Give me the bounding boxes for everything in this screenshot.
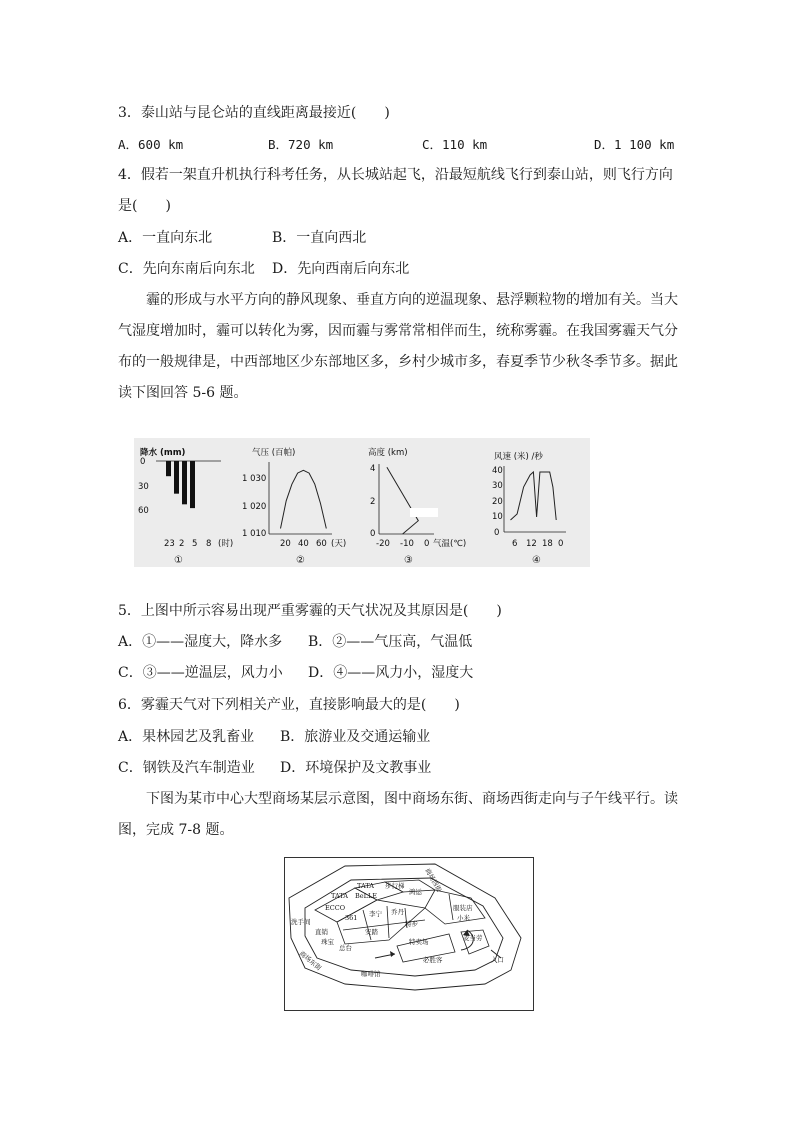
label-cafe: 咖啡馆 [361, 970, 381, 978]
passage-line: 气湿度增加时，霾可以转化为雾，因而霾与雾常常相伴而生，统称雾霾。在我国雾霾天气分 [118, 323, 678, 339]
chart3-series-line [387, 467, 418, 534]
weather-charts-figure [134, 438, 590, 567]
chart2-xtick: 20 [280, 539, 291, 549]
label-mcdonalds: 麦当劳 [463, 934, 483, 942]
label-pizza-hut: 必胜客 [423, 956, 443, 964]
q6-stem: 6．雾霾天气对下列相关产业，直接影响最大的是( ) [118, 697, 460, 713]
q3-option-d: D．1 100 km [594, 137, 675, 152]
q3-stem: 3．泰山站与昆仑站的直线距离最接近( ) [118, 105, 390, 121]
chart1-xtick: 5 [192, 539, 198, 549]
chart3-ytick: 0 [370, 529, 376, 539]
chart2-ylabel: 气压 (百帕) [252, 448, 296, 458]
chart1-xtick: 23 [164, 539, 175, 549]
shop-divider [387, 906, 389, 938]
q5-option-d: D．④——风力小，湿度大 [308, 665, 474, 681]
precipitation-bar [182, 461, 187, 504]
q4-option-b: B．一直向西北 [272, 230, 367, 246]
label-belle: BeLLE [355, 892, 378, 900]
chart1-ytick: 0 [140, 457, 146, 467]
q6-option-d: D．环境保护及文教事业 [280, 760, 432, 776]
label-east-street: 商场东街 [297, 949, 323, 973]
chart3-ylabel: 高度 (km) [368, 448, 408, 458]
chart3-xunit: 气温(℃) [433, 539, 467, 549]
chart1-xtick: 2 [179, 539, 185, 549]
label-anta: 安踏 [365, 928, 378, 936]
passage-line: 布的一般规律是，中西部地区少东部地区多，乡村少城市多，春夏季节少秋冬季节多。据此 [118, 354, 678, 370]
chart-wind-speed [492, 451, 566, 566]
chart3-ytick: 4 [370, 464, 376, 474]
q5-option-c: C．③——逆温层，风力小 [118, 665, 283, 681]
mall-floor-map [284, 857, 534, 1011]
chart1-ytick: 30 [138, 482, 149, 492]
passage-line: 霾的形成与水平方向的静风现象、垂直方向的逆温现象、悬浮颗粒物的增加有关。当大 [146, 292, 678, 308]
chart3-ytick: 2 [370, 497, 376, 507]
chart4-xtick: 12 [526, 539, 537, 549]
weather-charts-svg [134, 438, 590, 567]
label-front-desk: 总台 [339, 944, 352, 952]
chart4-series-line [511, 472, 557, 520]
label-tata: TATA [357, 882, 374, 890]
q3-option-a: A．600 km [118, 137, 184, 152]
q4-option-d: D．先向西南后向东北 [272, 261, 410, 277]
chart2-series-line [281, 470, 327, 528]
passage-line: 读下图回答 5-6 题。 [118, 385, 248, 401]
chart1-caption: ① [174, 555, 183, 566]
precipitation-bar [174, 461, 179, 494]
q6-option-a: A．果林园艺及乳畜业 [118, 729, 255, 745]
chart3-caption: ③ [404, 555, 413, 566]
label-outlet: 直销 [315, 928, 328, 936]
label-restroom: 洗手间 [291, 918, 311, 926]
label-qiaodan: 乔丹 [391, 908, 404, 916]
chart4-xtick: 18 [542, 539, 553, 549]
chart3-xtick: -10 [400, 539, 414, 549]
chart4-ylabel: 风速 (米) /秒 [494, 452, 543, 462]
chart4-ytick: 20 [492, 497, 503, 507]
q6-option-c: C．钢铁及汽车制造业 [118, 760, 255, 776]
passage-line: 图，完成 7-8 题。 [118, 822, 234, 838]
chart3-xtick: -20 [376, 539, 390, 549]
label-xtep: 特步 [405, 920, 418, 928]
chart1-bars [166, 461, 195, 508]
chart4-caption: ④ [532, 555, 541, 566]
label-sale-area: 特卖场 [409, 938, 429, 946]
label-jewelry: 珠宝 [321, 938, 334, 946]
q6-option-b: B．旅游业及交通运输业 [280, 729, 431, 745]
q3-option-b: B．720 km [268, 137, 334, 152]
q4-option-a: A．一直向东北 [118, 230, 213, 246]
chart4-ytick: 40 [492, 466, 503, 476]
label-361: 361 [345, 914, 358, 922]
chart4-ytick: 10 [492, 512, 503, 522]
q5-option-a: A．①——湿度大，降水多 [118, 634, 283, 650]
chart2-caption: ② [296, 555, 305, 566]
chart2-ytick: 1 020 [242, 502, 267, 512]
chart-pressure [242, 447, 346, 566]
chart4-xtick: 6 [512, 539, 518, 549]
chart4-xtick: 0 [558, 539, 564, 549]
passage-line: 下图为某市中心大型商场某层示意图，图中商场东街、商场西街走向与子午线平行。读 [146, 791, 678, 807]
precipitation-bar [166, 461, 171, 476]
label-entrance: 入口 [491, 956, 504, 964]
direction-arrow-head [390, 951, 395, 957]
chart-temperature-profile [368, 447, 466, 566]
chart-precipitation [138, 447, 233, 566]
chart1-ylabel: 降水 (mm) [140, 448, 186, 458]
label-tata: TATA [331, 892, 348, 900]
q4-stem-line1: 4．假若一架直升机执行科考任务，从长城站起飞，沿最短航线飞行到泰山站，则飞行方向 [118, 167, 673, 183]
q4-option-c: C．先向东南后向东北 [118, 261, 255, 277]
q5-option-b: B．②——气压高，气温低 [308, 634, 473, 650]
label-hongyun: 鸿运 [409, 888, 422, 896]
mall-map-svg [285, 858, 533, 1010]
precipitation-bar [190, 461, 195, 508]
label-lining: 李宁 [369, 910, 382, 918]
chart2-xunit: (天) [331, 539, 347, 549]
label-ecco: ECCO [325, 904, 346, 912]
label-west-street: 商场西街 [423, 867, 444, 894]
chart3-blank-patch [410, 508, 438, 517]
label-xiaomi: 小米 [457, 914, 470, 922]
chart2-xtick: 40 [298, 539, 309, 549]
passage-mall [118, 784, 678, 846]
label-clothing: 服装店 [453, 904, 473, 912]
q4-stem-line2: 是( ) [118, 198, 171, 214]
chart2-ytick: 1 030 [242, 474, 267, 484]
chart3-xtick: 0 [424, 539, 430, 549]
chart1-xtick: 8 [206, 539, 212, 549]
q5-stem: 5．上图中所示容易出现严重雾霾的天气状况及其原因是( ) [118, 603, 502, 619]
chart4-ytick: 30 [492, 481, 503, 491]
chart4-ytick: 0 [494, 528, 500, 538]
label-stairs: 步行梯 [385, 882, 405, 890]
chart1-ytick: 60 [138, 506, 149, 516]
chart2-ytick: 1 010 [242, 529, 267, 539]
passage-haze [118, 285, 678, 409]
chart2-xtick: 60 [316, 539, 327, 549]
chart1-xunit: (时) [218, 539, 234, 549]
q3-option-c: C．110 km [422, 137, 488, 152]
